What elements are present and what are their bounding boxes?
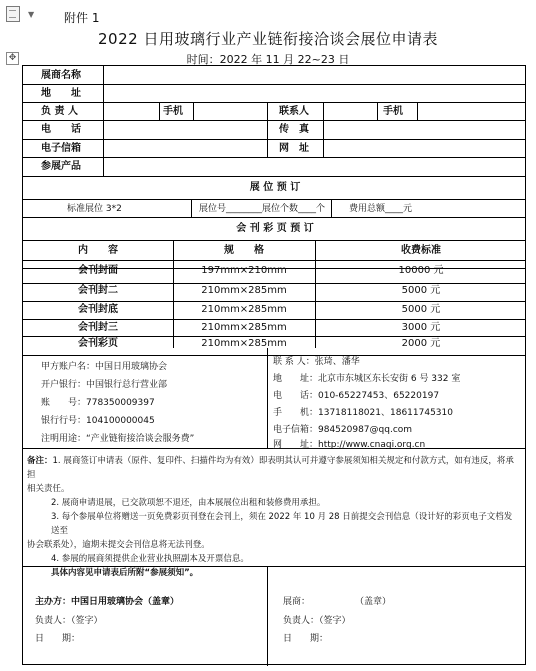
ads-row-spec: 210mm×285mm xyxy=(201,285,287,296)
note-3-cont: 协会联系处），逾期未提交会刊信息将无法刊登。 xyxy=(27,540,210,550)
table-move-handle-icon[interactable]: ✥ xyxy=(6,52,19,65)
contact-phone: 电 话：010-65227453、65220197 xyxy=(273,391,440,401)
exhibitor-name-label: 展商名称 xyxy=(41,70,81,81)
contact-mobile: 手 机：13718118021、18611745310 xyxy=(273,408,453,418)
payee-bank: 开户银行：中国银行总行营业部 xyxy=(41,380,168,390)
products-field[interactable] xyxy=(105,161,525,173)
exhibitor-seal: 展商： （盖章） xyxy=(283,597,392,607)
attachment-label: 附件 1 xyxy=(64,11,100,25)
contact-website-link[interactable]: 网 址：http://www.cnagi.org.cn xyxy=(273,440,426,450)
contact-address: 地 址：北京市东城区东长安街 6 号 332 室 xyxy=(273,374,461,384)
application-form-table xyxy=(22,65,526,665)
exhibitor-date: 日 期： xyxy=(283,634,329,644)
ads-row-content: 会刊彩页 xyxy=(78,338,118,349)
contact-email[interactable]: 电子信箱：984520987@qq.com xyxy=(273,425,413,435)
ads-row-fee: 3000 元 xyxy=(401,322,441,333)
ads-row-content: 会刊封三 xyxy=(78,322,118,333)
ads-row-fee: 2000 元 xyxy=(401,338,441,349)
ads-header-content: 内 容 xyxy=(78,245,118,256)
contact-person-label: 联系人 xyxy=(279,106,309,117)
fax-label: 传 真 xyxy=(279,124,309,135)
notes-line xyxy=(27,454,519,482)
ads-row-content: 会刊封面 xyxy=(78,265,118,276)
booth-number-field[interactable]: 展位号________展位个数____个 xyxy=(199,204,326,214)
note-5: 具体内容见申请表后所附“参展须知”。 xyxy=(51,568,199,578)
standard-booth-text: 标准展位 3*2 xyxy=(67,204,122,214)
ads-row-content: 会刊封二 xyxy=(78,285,118,296)
payee-account-name: 甲方账户名：中国日用玻璃协会 xyxy=(41,362,168,372)
payee-account-number: 账 号：778350009397 xyxy=(41,398,155,408)
page-title: 2022 日用玻璃行业产业链衔接洽谈会展位申请表 xyxy=(98,30,438,48)
person-in-charge-label: 负 责 人 xyxy=(41,106,78,117)
chevron-down-icon[interactable]: ▼ xyxy=(28,10,35,19)
ads-header-fee: 收费标准 xyxy=(401,245,441,256)
ads-row-spec: 197mm×210mm xyxy=(201,265,287,276)
mobile-label: 手机 xyxy=(163,106,183,117)
booth-section-title: 展 位 预 订 xyxy=(249,182,301,193)
mobile2-label: 手机 xyxy=(383,106,403,117)
payee-bank-code: 银行行号：104100000045 xyxy=(41,416,155,426)
document-icon[interactable] xyxy=(6,6,20,22)
event-time: 时间：2022 年 11 月 22~23 日 xyxy=(186,53,350,66)
notes-label: 备注： xyxy=(27,456,53,466)
address-label: 地 址 xyxy=(41,88,81,99)
contact-person: 联 系 人：张琦、潘华 xyxy=(273,357,360,367)
ads-row-spec: 210mm×285mm xyxy=(201,322,287,333)
note-3: 3. 每个参展单位将赠送一页免费彩页刊登在会刊上，须在 2022 年 10 月 28 日前提交会刊信息（设计好的彩页电子文档发送至 xyxy=(51,512,513,536)
ads-row-fee: 5000 元 xyxy=(401,285,441,296)
ads-row-content: 会刊封底 xyxy=(78,304,118,315)
organizer-date: 日 期： xyxy=(35,634,81,644)
website-label: 网 址 xyxy=(279,143,309,154)
exhibitor-name-field[interactable] xyxy=(105,70,525,82)
products-label: 参展产品 xyxy=(41,161,81,172)
note-2: 2. 展商申请退展，已交款项恕不退还，由本展展位出租和装修费用承担。 xyxy=(51,498,326,508)
phone-label: 电 话 xyxy=(41,124,81,135)
ads-row-spec: 210mm×285mm xyxy=(201,338,287,349)
address-field[interactable] xyxy=(105,88,525,100)
ads-header-spec: 规 格 xyxy=(224,245,264,256)
email-label: 电子信箱 xyxy=(41,143,81,154)
note-1-cont: 相关责任。 xyxy=(27,484,70,494)
note-4: 4. 参展的展商须提供企业营业执照副本及开票信息。 xyxy=(51,554,249,564)
fee-total-field[interactable]: 费用总额____元 xyxy=(349,204,413,214)
payee-note: 注明用途：“产业链衔接洽谈会服务费” xyxy=(41,434,195,444)
ads-row-spec: 210mm×285mm xyxy=(201,304,287,315)
note-1: 1. 展商签订申请表（原件、复印件、扫描件均为有效）即表明其认可并遵守参展须知相关规定和付款方式，如有违反，将承担 xyxy=(27,456,514,480)
ads-row-fee: 10000 元 xyxy=(398,265,444,276)
exhibitor-responsible: 负责人：（签字） xyxy=(283,616,351,626)
ads-section-title: 会 刊 彩 页 预 订 xyxy=(236,223,314,234)
ads-row-fee: 5000 元 xyxy=(401,304,441,315)
organizer-seal: 主办方：中国日用玻璃协会（盖章） xyxy=(35,597,180,607)
organizer-responsible: 负责人：（签字） xyxy=(35,616,103,626)
